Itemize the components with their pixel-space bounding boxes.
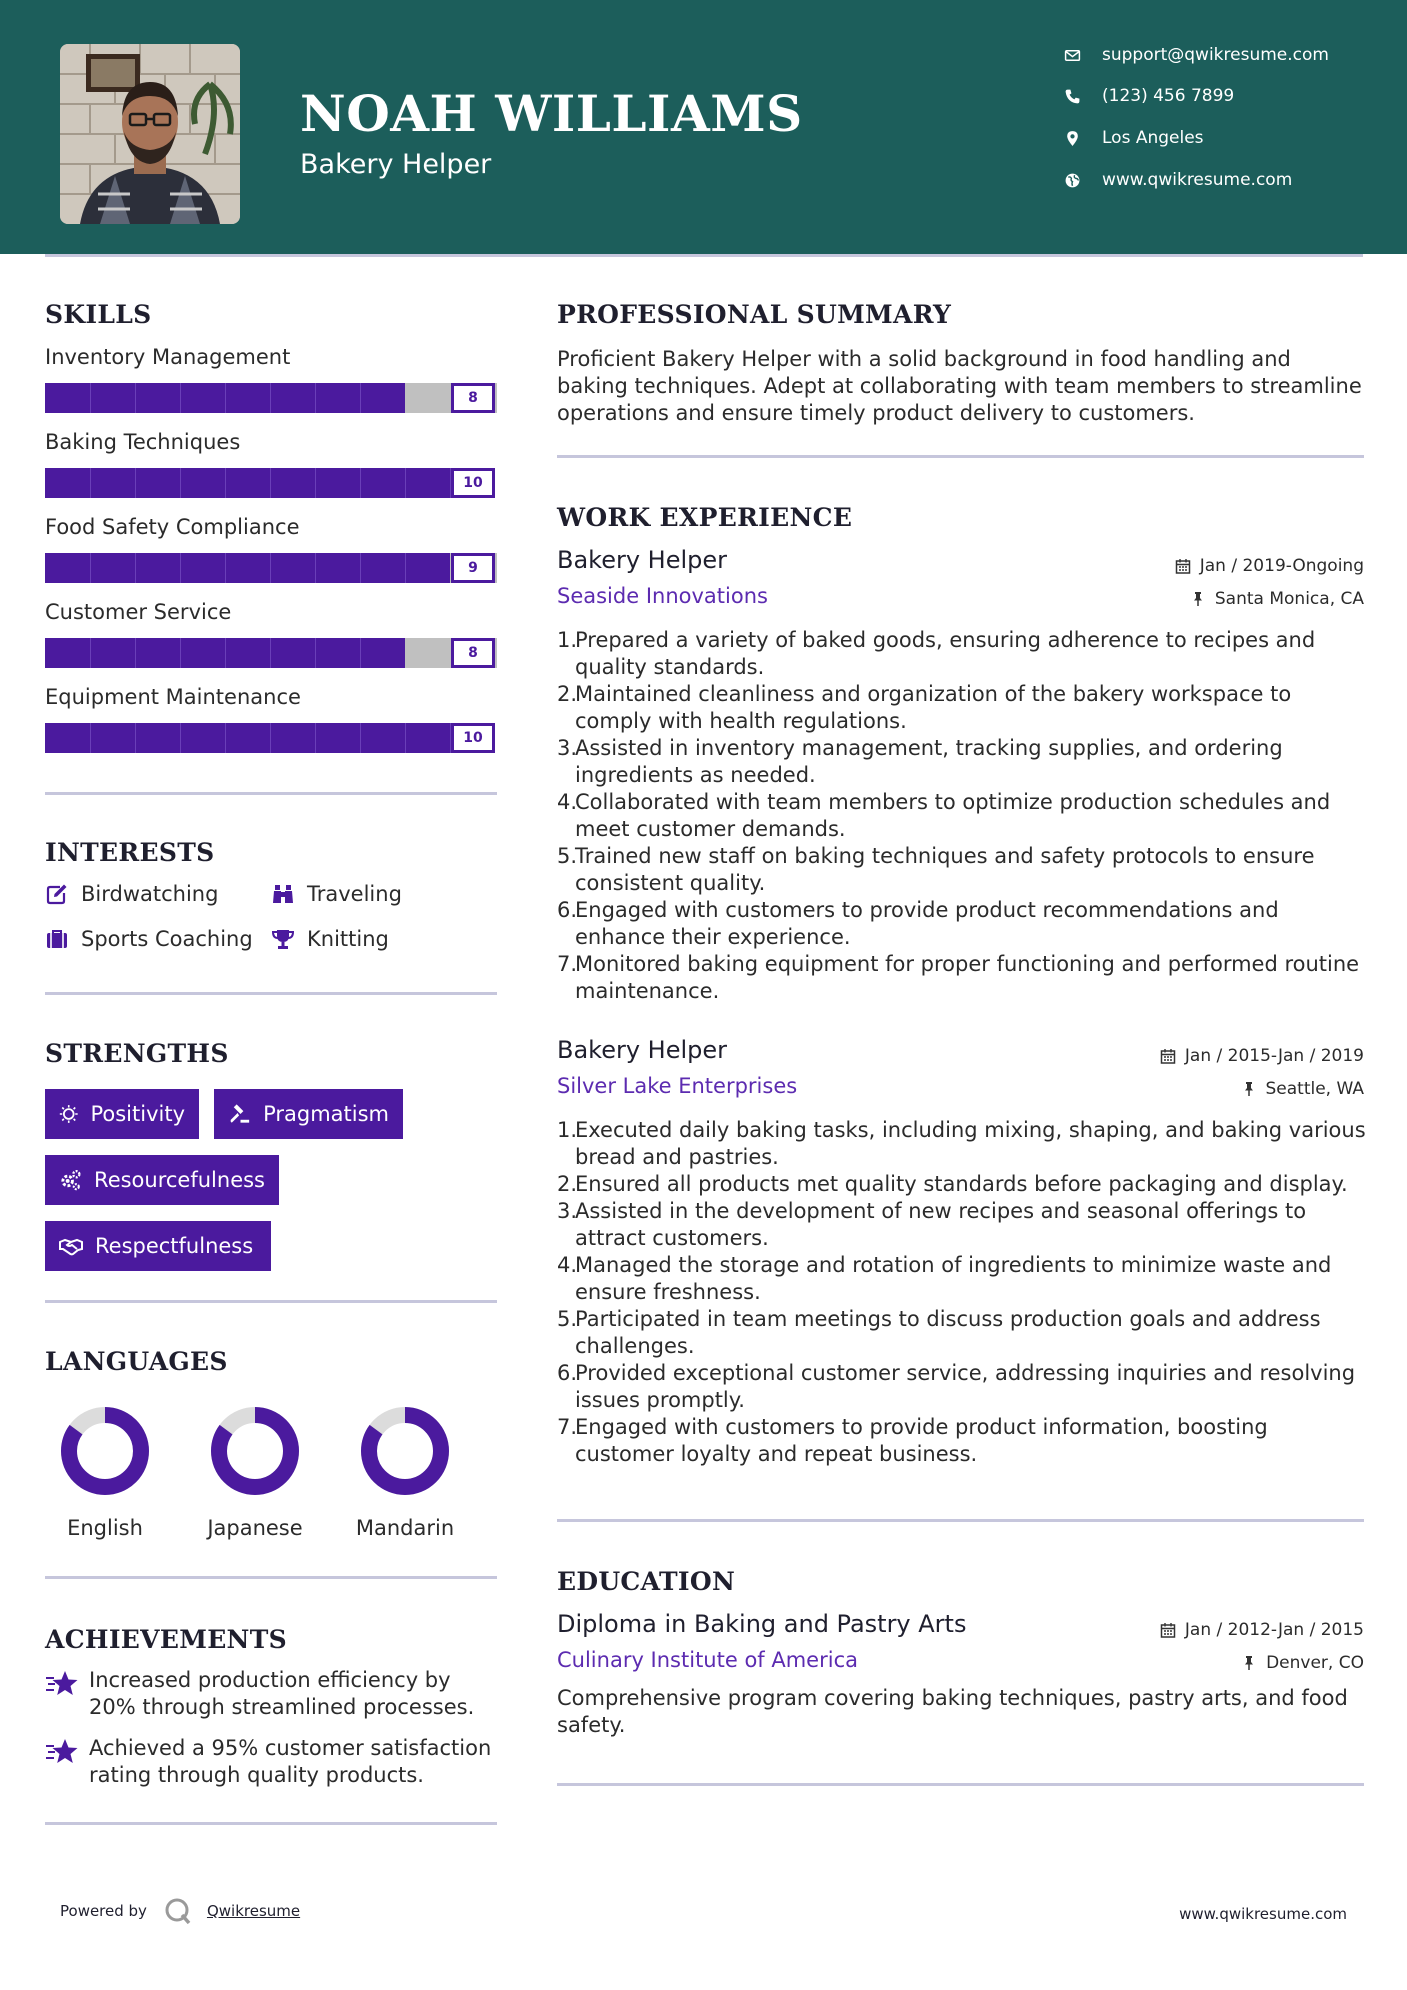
job-role: Bakery Helper	[557, 1036, 728, 1064]
skill-level-bar	[45, 383, 497, 413]
skill-level-bar	[45, 723, 497, 753]
education-divider	[557, 1783, 1364, 1786]
skill-bar-divider	[90, 383, 91, 413]
language-name: English	[67, 1516, 143, 1540]
education-description: Comprehensive program covering baking techniques, pastry arts, and food safety.	[557, 1686, 1348, 1737]
responsibility-item	[557, 1252, 1367, 1306]
strengths-title: STRENGTHS	[45, 1039, 229, 1068]
skill-level-value: 8	[451, 383, 495, 413]
responsibility-number: 1.	[557, 628, 578, 652]
skill-bar-divider	[315, 383, 316, 413]
responsibility-item	[557, 789, 1367, 843]
responsibility-text: Assisted in the development of new recipes and seasonal offerings to attract customers.	[575, 1199, 1307, 1250]
responsibility-number: 3.	[557, 1199, 578, 1223]
map-marker-icon	[1064, 130, 1102, 147]
strength-label: Resourcefulness	[94, 1168, 265, 1192]
achievements-divider	[45, 1822, 497, 1825]
interest-label: Birdwatching	[81, 882, 219, 906]
skill-name: Food Safety Compliance	[45, 515, 300, 539]
sun-icon	[59, 1102, 78, 1126]
language-proficiency-ring	[210, 1406, 300, 1496]
skill-level-value: 8	[451, 638, 495, 668]
candidate-name: NOAH WILLIAMS	[300, 84, 803, 143]
candidate-title: Bakery Helper	[300, 149, 492, 180]
contact-email-text: support@qwikresume.com	[1102, 45, 1329, 65]
skill-bar-divider	[360, 468, 361, 498]
responsibility-text: Engaged with customers to provide product recommendations and enhance their experience.	[575, 898, 1279, 949]
skill-bar-divider	[225, 723, 226, 753]
interest-item	[271, 882, 402, 906]
skill-name: Equipment Maintenance	[45, 685, 301, 709]
education-dates-text: Jan / 2012-Jan / 2015	[1184, 1620, 1364, 1640]
strength-label: Positivity	[90, 1102, 185, 1126]
education-location	[1241, 1653, 1364, 1673]
job-location	[1190, 589, 1364, 609]
skill-bar-divider	[180, 553, 181, 583]
cogs-icon	[59, 1168, 82, 1192]
achievement-item	[45, 1735, 495, 1789]
summary-title: PROFESSIONAL SUMMARY	[557, 300, 952, 329]
skill-name: Baking Techniques	[45, 430, 241, 454]
achievement-item	[45, 1667, 495, 1721]
strength-tag	[45, 1089, 199, 1139]
skill-level-bar	[45, 468, 497, 498]
responsibility-item	[557, 951, 1367, 1005]
star-icon	[45, 1669, 79, 1699]
job-role: Bakery Helper	[557, 546, 728, 574]
calendar-icon	[1160, 1622, 1176, 1638]
achievement-text: Increased production efficiency by 20% through streamlined processes.	[89, 1668, 475, 1719]
responsibility-text: Trained new staff on baking techniques and safety protocols to ensure consistent quality.	[575, 844, 1315, 895]
responsibility-number: 3.	[557, 736, 578, 760]
trophy-icon	[271, 927, 295, 951]
skill-bar-divider	[270, 383, 271, 413]
responsibility-number: 4.	[557, 1253, 578, 1277]
job-dates-text: Jan / 2019-Ongoing	[1199, 556, 1364, 576]
skill-name: Customer Service	[45, 600, 232, 624]
calendar-icon	[1175, 558, 1191, 574]
footer-powered-by	[60, 1896, 300, 1926]
contact-phone[interactable]	[1064, 81, 1384, 111]
language-proficiency-ring	[60, 1406, 150, 1496]
job-location	[1241, 1079, 1365, 1099]
responsibility-item	[557, 1198, 1367, 1252]
header-divider	[45, 254, 1363, 257]
skill-bar-divider	[90, 638, 91, 668]
education-dates	[1160, 1620, 1364, 1640]
interest-label: Knitting	[307, 927, 389, 951]
responsibility-item	[557, 735, 1367, 789]
responsibility-item	[557, 1306, 1367, 1360]
responsibility-item	[557, 1171, 1367, 1198]
responsibility-number: 5.	[557, 844, 578, 868]
job-location-text: Santa Monica, CA	[1214, 589, 1364, 609]
responsibility-text: Managed the storage and rotation of ingredients to minimize waste and ensure freshness.	[575, 1253, 1332, 1304]
language-name: Japanese	[207, 1516, 303, 1540]
skill-level-value: 10	[451, 723, 495, 753]
star-icon	[45, 1737, 79, 1767]
skill-bar-divider	[225, 638, 226, 668]
responsibility-number: 1.	[557, 1118, 578, 1142]
skill-bar-divider	[135, 553, 136, 583]
calendar-icon	[1160, 1048, 1176, 1064]
language-item	[45, 1406, 165, 1540]
language-item	[195, 1406, 315, 1540]
interest-label: Traveling	[307, 882, 402, 906]
skill-bar-divider	[360, 553, 361, 583]
language-name: Mandarin	[355, 1516, 455, 1540]
skill-level-bar	[45, 553, 497, 583]
skill-level-value: 10	[451, 468, 495, 498]
education-degree: Diploma in Baking and Pastry Arts	[557, 1610, 967, 1638]
summary-divider	[557, 455, 1364, 458]
strength-label: Respectfulness	[95, 1234, 254, 1258]
job-responsibilities	[557, 627, 1367, 1005]
skill-bar-divider	[270, 638, 271, 668]
strength-tag	[45, 1155, 279, 1205]
responsibility-text: Prepared a variety of baked goods, ensuring adherence to recipes and quality standards.	[575, 628, 1316, 679]
profile-photo	[60, 44, 240, 224]
achievement-text: Achieved a 95% customer satisfaction rating through quality products.	[89, 1736, 492, 1787]
skills-title: SKILLS	[45, 300, 152, 329]
language-proficiency-ring	[360, 1406, 450, 1496]
qwikresume-logo-icon	[163, 1896, 193, 1926]
responsibility-item	[557, 1117, 1367, 1171]
summary-text: Proficient Bakery Helper with a solid background in food handling and baking techniques. Adept at collaborating with team members to streamline operations and ensure timely product delivery to customers.	[557, 347, 1362, 425]
skill-bar-divider	[315, 638, 316, 668]
interest-item	[271, 927, 389, 951]
job-dates	[1175, 556, 1364, 576]
job-dates	[1160, 1046, 1364, 1066]
languages-title: LANGUAGES	[45, 1347, 228, 1376]
skill-bar-divider	[405, 723, 406, 753]
strength-tag	[214, 1089, 403, 1139]
job-location-text: Seattle, WA	[1265, 1079, 1364, 1099]
contact-phone-text: (123) 456 7899	[1102, 86, 1235, 106]
responsibility-text: Collaborated with team members to optimize production schedules and meet customer demands.	[575, 790, 1331, 841]
skill-bar-divider	[180, 383, 181, 413]
responsibility-item	[557, 627, 1367, 681]
strength-label: Pragmatism	[263, 1102, 389, 1126]
skill-bar-divider	[270, 553, 271, 583]
pin-icon	[1241, 1655, 1257, 1671]
education-school: Culinary Institute of America	[557, 1648, 858, 1672]
strengths-divider	[45, 1300, 497, 1303]
skill-bar-divider	[135, 468, 136, 498]
experience-title: WORK EXPERIENCE	[557, 503, 853, 532]
language-item	[345, 1406, 465, 1540]
education-location-text: Denver, CO	[1266, 1653, 1364, 1673]
skill-bar-divider	[405, 553, 406, 583]
interests-divider	[45, 992, 497, 995]
briefcase-icon	[45, 927, 69, 951]
skill-bar-divider	[180, 638, 181, 668]
responsibility-text: Assisted in inventory management, tracking supplies, and ordering ingredients as needed.	[575, 736, 1283, 787]
skill-bar-divider	[90, 723, 91, 753]
skill-bar-divider	[180, 723, 181, 753]
skill-bar-divider	[360, 638, 361, 668]
responsibility-text: Provided exceptional customer service, addressing inquiries and resolving issues promptly.	[575, 1361, 1356, 1412]
globe-icon	[1064, 172, 1102, 189]
skill-bar-divider	[225, 468, 226, 498]
job-dates-text: Jan / 2015-Jan / 2019	[1184, 1046, 1364, 1066]
footer-website[interactable]: www.qwikresume.com	[1179, 1905, 1347, 1923]
skill-bar-divider	[270, 723, 271, 753]
handshake-icon	[59, 1234, 83, 1258]
responsibility-item	[557, 843, 1367, 897]
edit-icon	[45, 882, 69, 906]
responsibility-text: Maintained cleanliness and organization of the bakery workspace to comply with health regulations.	[575, 682, 1292, 733]
experience-divider	[557, 1519, 1364, 1522]
responsibility-text: Participated in team meetings to discuss production goals and address challenges.	[575, 1307, 1321, 1358]
binoculars-icon	[271, 882, 295, 906]
skill-bar-divider	[315, 723, 316, 753]
interest-label: Sports Coaching	[81, 927, 253, 951]
skills-divider	[45, 792, 497, 795]
languages-divider	[45, 1576, 497, 1579]
avatar	[60, 44, 240, 224]
responsibility-number: 6.	[557, 898, 578, 922]
skill-level-bar	[45, 638, 497, 668]
skill-bar-divider	[405, 468, 406, 498]
responsibility-number: 6.	[557, 1361, 578, 1385]
responsibility-text: Monitored baking equipment for proper functioning and performed routine maintenance.	[575, 952, 1360, 1003]
gavel-icon	[228, 1102, 251, 1126]
skill-bar-divider	[225, 383, 226, 413]
skill-bar-divider	[90, 468, 91, 498]
education-title: EDUCATION	[557, 1567, 736, 1596]
interest-item	[45, 882, 218, 906]
skill-bar-divider	[135, 383, 136, 413]
skill-bar-divider	[90, 553, 91, 583]
contact-website-text: www.qwikresume.com	[1102, 170, 1293, 190]
responsibility-number: 4.	[557, 790, 578, 814]
responsibility-text: Executed daily baking tasks, including mixing, shaping, and baking various bread and pastries.	[575, 1118, 1366, 1169]
skill-bar-divider	[315, 468, 316, 498]
responsibility-text: Engaged with customers to provide product information, boosting customer loyalty and repeat business.	[575, 1415, 1268, 1466]
envelope-icon	[1064, 47, 1102, 64]
skill-bar-divider	[225, 553, 226, 583]
responsibility-number: 2.	[557, 1172, 578, 1196]
skill-name: Inventory Management	[45, 345, 291, 369]
responsibility-item	[557, 681, 1367, 735]
achievements-title: ACHIEVEMENTS	[45, 1625, 287, 1654]
responsibility-number: 5.	[557, 1307, 578, 1331]
contact-website[interactable]	[1064, 165, 1384, 195]
skill-bar-divider	[315, 553, 316, 583]
job-company: Seaside Innovations	[557, 584, 768, 608]
skill-bar-divider	[135, 723, 136, 753]
qwikresume-link[interactable]: Qwikresume	[206, 1902, 301, 1920]
skill-bar-divider	[135, 638, 136, 668]
skill-bar-divider	[270, 468, 271, 498]
responsibility-item	[557, 1360, 1367, 1414]
resume-header	[0, 0, 1407, 254]
contact-email[interactable]	[1064, 40, 1384, 70]
strength-tag	[45, 1221, 271, 1271]
skill-bar-divider	[180, 468, 181, 498]
interests-title: INTERESTS	[45, 838, 215, 867]
pin-icon	[1241, 1081, 1257, 1097]
responsibility-item	[557, 897, 1367, 951]
responsibility-number: 7.	[557, 952, 578, 976]
phone-icon	[1064, 88, 1102, 105]
skill-level-value: 9	[451, 553, 495, 583]
responsibility-number: 2.	[557, 682, 578, 706]
pin-icon	[1190, 591, 1206, 607]
skill-bar-divider	[360, 723, 361, 753]
job-responsibilities	[557, 1117, 1367, 1468]
skill-bar-divider	[360, 383, 361, 413]
powered-by-text: Powered by	[60, 1902, 147, 1920]
skill-bar-fill	[45, 553, 450, 583]
job-company: Silver Lake Enterprises	[557, 1074, 798, 1098]
responsibility-item	[557, 1414, 1367, 1468]
responsibility-text: Ensured all products met quality standards before packaging and display.	[575, 1172, 1348, 1196]
interest-item	[45, 927, 253, 951]
responsibility-number: 7.	[557, 1415, 578, 1439]
contact-location	[1064, 123, 1384, 153]
contact-location-text: Los Angeles	[1102, 128, 1204, 148]
